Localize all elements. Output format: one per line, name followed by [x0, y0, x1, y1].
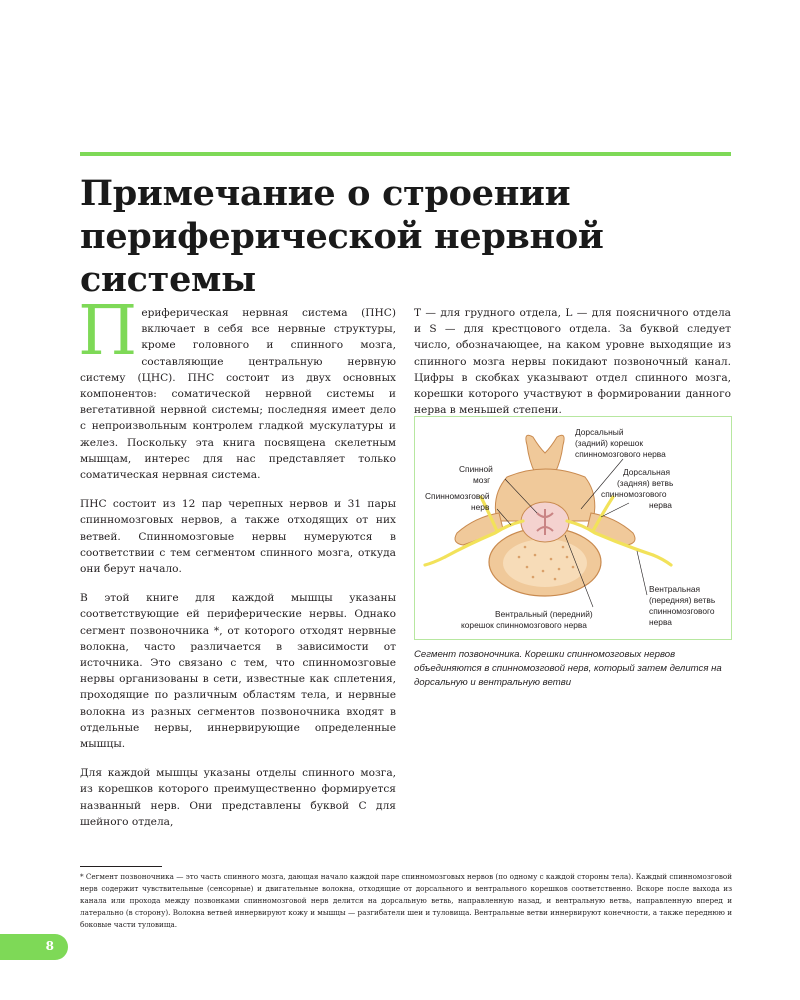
- label-spinal-cord-2: мозг: [473, 475, 491, 485]
- page-title: [80, 172, 740, 301]
- spinal-segment-figure: [414, 416, 732, 640]
- title-line-1: Примечание о строении: [80, 173, 571, 214]
- paragraph-notation-continued: T — для грудного отдела, L — для поясничного отдела и S — для крестцового отдела. За буквой следует число, обозначающее, на каком уровне выходящие из спинного мозга нервы покидают позвоночный канал. Цифры в скобках указывают отдел спинного мозга, корешки которого участвуют в формировании данного нерва в меньшей степени.: [414, 307, 731, 417]
- label-spinal-nerve-1: Спинномозговой: [425, 491, 490, 501]
- label-dorsal-ramus-3: спинномозгового: [601, 489, 667, 499]
- top-accent-rule: [80, 152, 731, 156]
- label-spinal-cord-1: Спинной: [459, 464, 493, 474]
- label-dorsal-root-2: (задний) корешок: [575, 438, 644, 448]
- vertebral-body-core: [503, 539, 587, 587]
- label-ventral-ramus-4: нерва: [649, 617, 672, 627]
- label-dorsal-ramus-4: нерва: [649, 500, 672, 510]
- label-dorsal-root-1: Дорсальный: [575, 427, 624, 437]
- drop-cap: П: [78, 292, 138, 371]
- label-ventral-root-1: Вентральный (передний): [495, 609, 593, 619]
- label-ventral-ramus-1: Вентральная: [649, 584, 701, 594]
- label-dorsal-ramus-1: Дорсальная: [623, 467, 670, 477]
- label-dorsal-ramus-2: (задняя) ветвь: [617, 478, 674, 488]
- footnote-rule: [80, 866, 162, 867]
- label-spinal-nerve-2: нерв: [471, 502, 490, 512]
- figure-caption: Сегмент позвоночника. Корешки спинномозговых нервов объединяются в спинномозговой нерв, который затем делится на дорсальную и вентральную ветви: [414, 649, 722, 689]
- right-column: [414, 305, 731, 431]
- paragraph-nerves-count: ПНС состоит из 12 пар черепных нервов и 31 пары спинномозговых нервов, а также отходящих от них ветвей. Спинномозговые нервы нумеруются в соответствии с тем сегментом спинного мозга, откуда они берут начало.: [80, 498, 396, 576]
- paragraph-intro: [78, 292, 396, 483]
- label-dorsal-root-3: спинномозгового нерва: [575, 449, 666, 459]
- page-number: 8: [45, 939, 54, 953]
- spinous-process: [526, 435, 564, 473]
- paragraph-intro-text: ериферическая нервная система (ПНС) включает в себя все нервные структуры, кроме головного и спинного мозга, составляющие центральную нервную систему (ЦНС). ПНС состоит из двух основных компонентов: соматической нервной системы и вегетативной нервной системы; последняя имеет дело с непроизвольным контролем гладкой мускулатуры и желез. Поскольку эта книга посвящена скелетным мышцам, интерес для нас представляет только соматическая нервная система.: [80, 307, 396, 482]
- label-ventral-ramus-3: спинномозгового: [649, 606, 715, 616]
- paragraph-notation: Для каждой мышцы указаны отделы спинного мозга, из корешков которого преимущественно формируется названный нерв. Они представлены буквой C для шейного отдела,: [80, 767, 396, 828]
- footnote: * Сегмент позвоночника — это часть спинного мозга, дающая начало каждой паре спинномозговых нервов (по одному с каждой стороны тела). Каждый спинномозговой нерв содержит чувствительные (сенсорные) и двигательные волокна, отходящие от дорсального и вентрального корешков соответственно. Вскоре после выхода из канала или прохода между позвонками спинномозговой нерв делится на дорсальную ветвь, направленную назад, и вентральную ветвь, направленную вперед и латерально (в сторону). Волокна ветвей иннервируют кожу и мышцы — разгибатели шеи и туловища. Вентральные ветви иннервируют конечности, а также переднюю и боковые части туловища.: [80, 872, 732, 929]
- paragraph-segments: В этой книге для каждой мышцы указаны соответствующие ей периферические нервы. Однако сегмент позвоночника *, от которого отходят нервные волокна, часто различается в зависимости от источника. Это связано с тем, что спинномозговые нервы организованы в сети, известные как сплетения, проходящие по различным областям тела, и нервные волокна из разных сегментов позвоночника входят в отдельные нервы, иннервирующие определенные мышцы.: [80, 592, 396, 751]
- page-number-tab: [0, 934, 68, 960]
- left-column: [78, 292, 396, 843]
- label-ventral-root-2: корешок спинномозгового нерва: [461, 620, 587, 630]
- vertebra-illustration: [415, 417, 731, 639]
- label-ventral-ramus-2: (передняя) ветвь: [649, 595, 716, 605]
- title-line-2: периферической нервной системы: [80, 216, 604, 300]
